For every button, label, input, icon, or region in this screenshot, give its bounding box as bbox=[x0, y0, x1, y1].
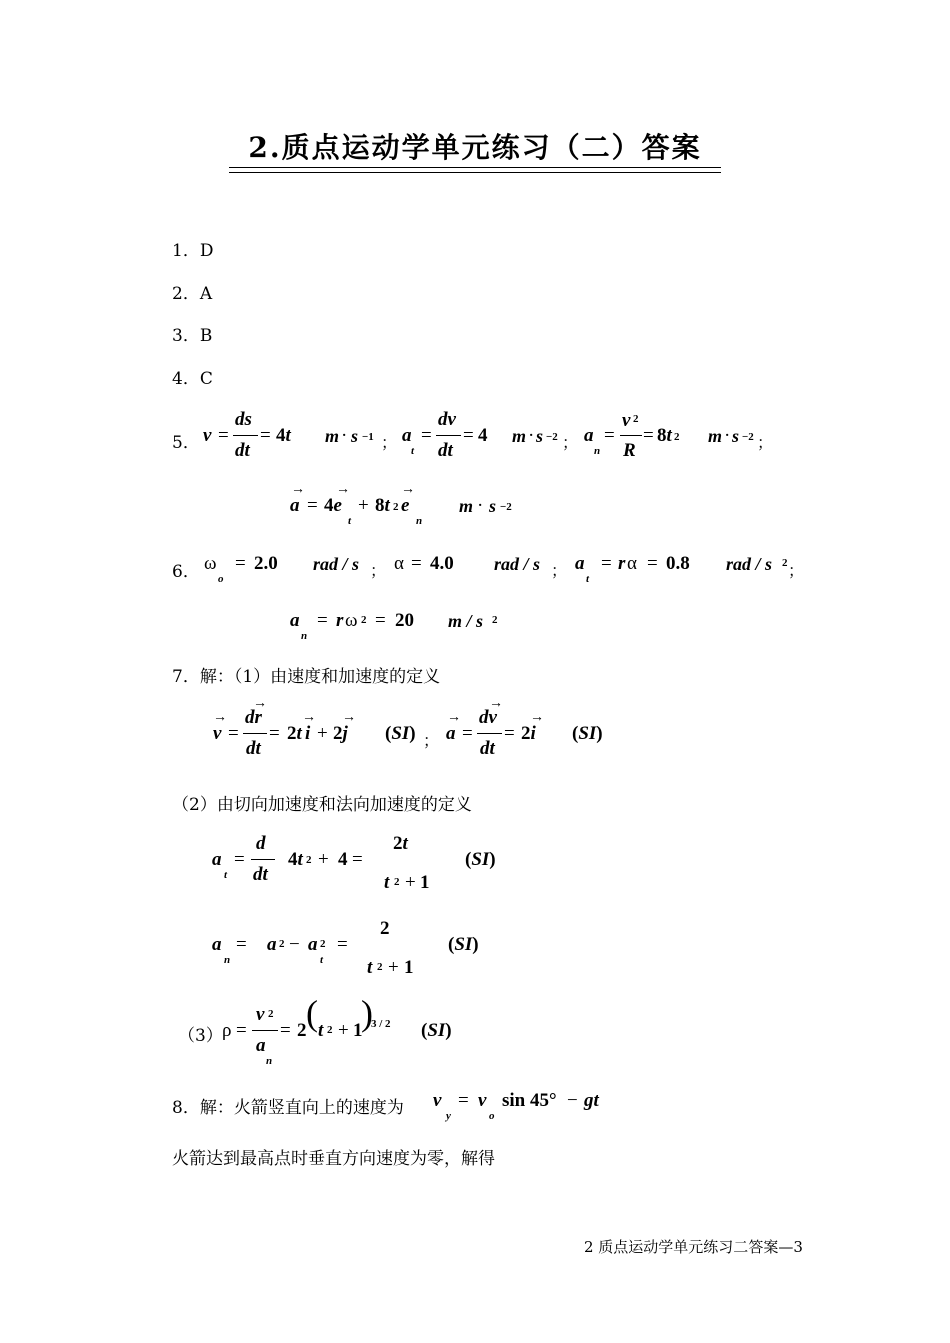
q8-intro: 8．解：火箭竖直向上的速度为 bbox=[172, 1098, 404, 1118]
q8-conclusion: 火箭达到最高点时垂直方向速度为零，解得 bbox=[172, 1149, 495, 1169]
answer-1: 1．D bbox=[172, 241, 214, 261]
q7-intro: 7．解：（1）由速度和加速度的定义 bbox=[172, 667, 441, 687]
answer-4: 4．C bbox=[172, 369, 213, 389]
answer-3: 3．B bbox=[172, 326, 213, 346]
title-underline-bottom bbox=[229, 172, 721, 173]
answer-2: 2．A bbox=[172, 284, 213, 304]
q6-number: 6． bbox=[172, 562, 200, 582]
q7-part2-intro: （2）由切向加速度和法向加速度的定义 bbox=[172, 795, 472, 815]
q7-part3-label: （3） bbox=[178, 1026, 223, 1046]
title-underline-top bbox=[229, 167, 721, 168]
page-title: 2.质点运动学单元练习（二）答案 bbox=[248, 131, 702, 164]
page-footer: 2 质点运动学单元练习二答案—3 bbox=[584, 1238, 803, 1256]
q5-number: 5． bbox=[172, 433, 200, 453]
